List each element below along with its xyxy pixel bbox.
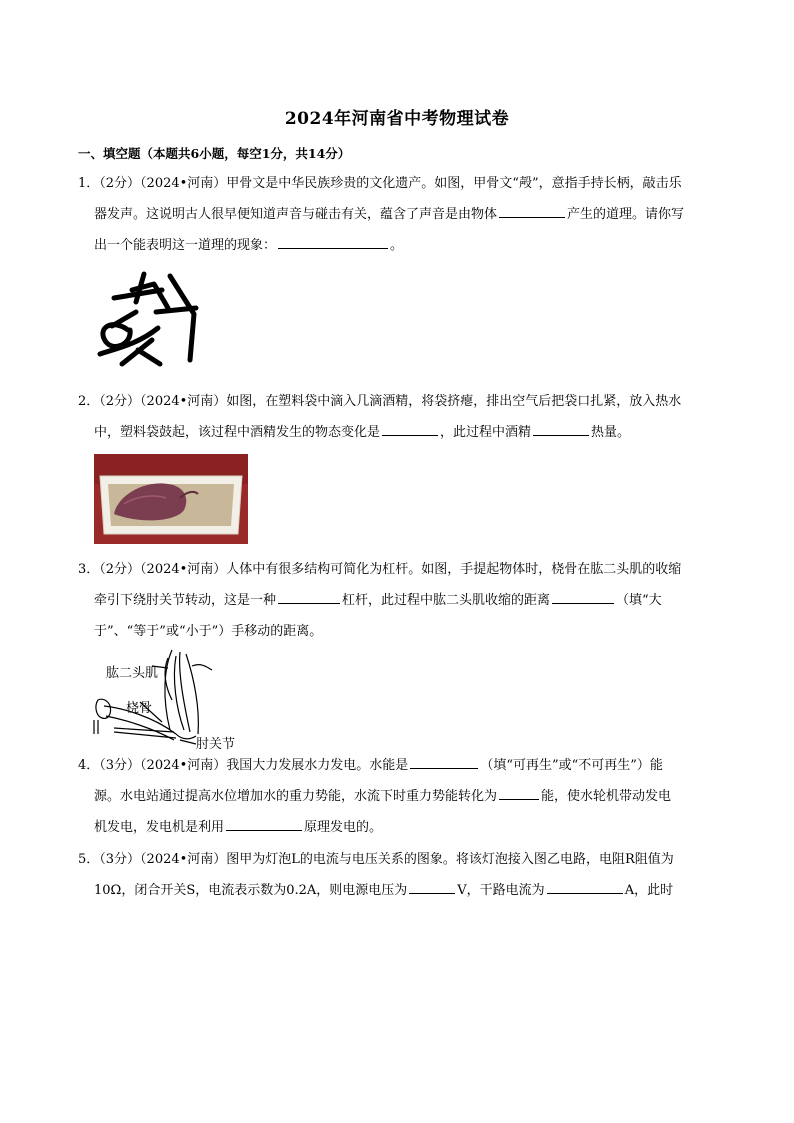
question-1 xyxy=(78,168,720,261)
figure-label-elbow-joint: 肘关节 xyxy=(196,737,236,752)
question-number: 4． xyxy=(78,758,100,773)
question-text: 10Ω，闭合开关S，电流表示数为0.2A，则电源电压为 xyxy=(94,883,408,898)
figure-label-biceps: 肱二头肌 xyxy=(106,666,159,681)
question-text: 能，使水轮机带动发电 xyxy=(541,789,672,804)
question-text: （2分）（2024•河南）甲骨文是中华民族珍贵的文化遗产。如图，甲骨文“殸”，意指手持长柄，敲击乐 xyxy=(99,176,682,191)
question-2 xyxy=(78,386,720,448)
question-text: 杠杆，此过程中肱二头肌收缩的距离 xyxy=(342,593,551,608)
answer-blank[interactable] xyxy=(499,785,539,800)
question-text: 牵引下绕肘关节转动，这是一种 xyxy=(94,593,277,608)
question-number: 5． xyxy=(78,852,100,867)
question-text: V，干路电流为 xyxy=(457,883,545,898)
question-3 xyxy=(78,554,720,647)
figure-label-radius: 桡骨 xyxy=(126,701,153,716)
question-text: 源。水电站通过提高水位增加水的重力势能，水流下时重力势能转化为 xyxy=(94,789,498,804)
answer-blank[interactable] xyxy=(278,589,340,604)
question-4 xyxy=(78,750,720,843)
question-text: 机发电，发电机是利用 xyxy=(94,820,225,835)
question-text: A，此时 xyxy=(624,883,674,898)
plastic-bag-in-hot-water-photo xyxy=(94,454,248,544)
answer-blank[interactable] xyxy=(410,754,478,769)
question-text: 于”、“等于”或“小于”）手移动的距离。 xyxy=(94,624,323,639)
answer-blank[interactable] xyxy=(547,879,623,894)
answer-blank[interactable] xyxy=(533,421,589,436)
question-text: 中，塑料袋鼓起，该过程中酒精发生的物态变化是 xyxy=(94,425,381,440)
question-number: 2． xyxy=(78,394,100,409)
question-text: 热量。 xyxy=(591,425,631,440)
answer-blank[interactable] xyxy=(278,234,388,249)
oracle-bone-glyph-image xyxy=(92,268,204,372)
question-text: ，此过程中酒精 xyxy=(440,425,532,440)
question-text: （3分）（2024•河南）我国大力发展水力发电。水能是 xyxy=(99,758,409,773)
answer-blank[interactable] xyxy=(226,816,302,831)
question-text: 原理发电的。 xyxy=(304,820,383,835)
question-text: （填“可再生”或“不可再生”）能 xyxy=(480,758,663,773)
question-text: （填“大 xyxy=(616,593,662,608)
question-text: （2分）（2024•河南）如图，在塑料袋中滴入几滴酒精，将袋挤瘪，排出空气后把袋口扎紧，放入热水 xyxy=(99,394,682,409)
question-text: 。 xyxy=(390,238,404,253)
question-text: 器发声。这说明古人很早便知道声音与碰击有关，蕴含了声音是由物体 xyxy=(94,207,498,222)
question-5 xyxy=(78,844,720,906)
question-number: 1． xyxy=(78,176,100,191)
question-text: （2分）（2024•河南）人体中有很多结构可简化为杠杆。如图，手提起物体时，桡骨在肱二头肌的收缩 xyxy=(99,562,682,577)
question-number: 3． xyxy=(78,562,100,577)
answer-blank[interactable] xyxy=(552,589,614,604)
question-text: （3分）（2024•河南）图甲为灯泡L的电流与电压关系的图象。将该灯泡接入图乙电路，电阻R阻值为 xyxy=(99,852,674,867)
page-title: 2024年河南省中考物理试卷 xyxy=(284,109,510,129)
section-heading: 一、填空题（本题共6小题，每空1分，共14分） xyxy=(78,146,351,161)
answer-blank[interactable] xyxy=(382,421,438,436)
question-text: 产生的道理。请你写 xyxy=(567,207,685,222)
answer-blank[interactable] xyxy=(409,879,455,894)
question-text: 出一个能表明这一道理的现象： xyxy=(94,238,277,253)
answer-blank[interactable] xyxy=(499,203,565,218)
